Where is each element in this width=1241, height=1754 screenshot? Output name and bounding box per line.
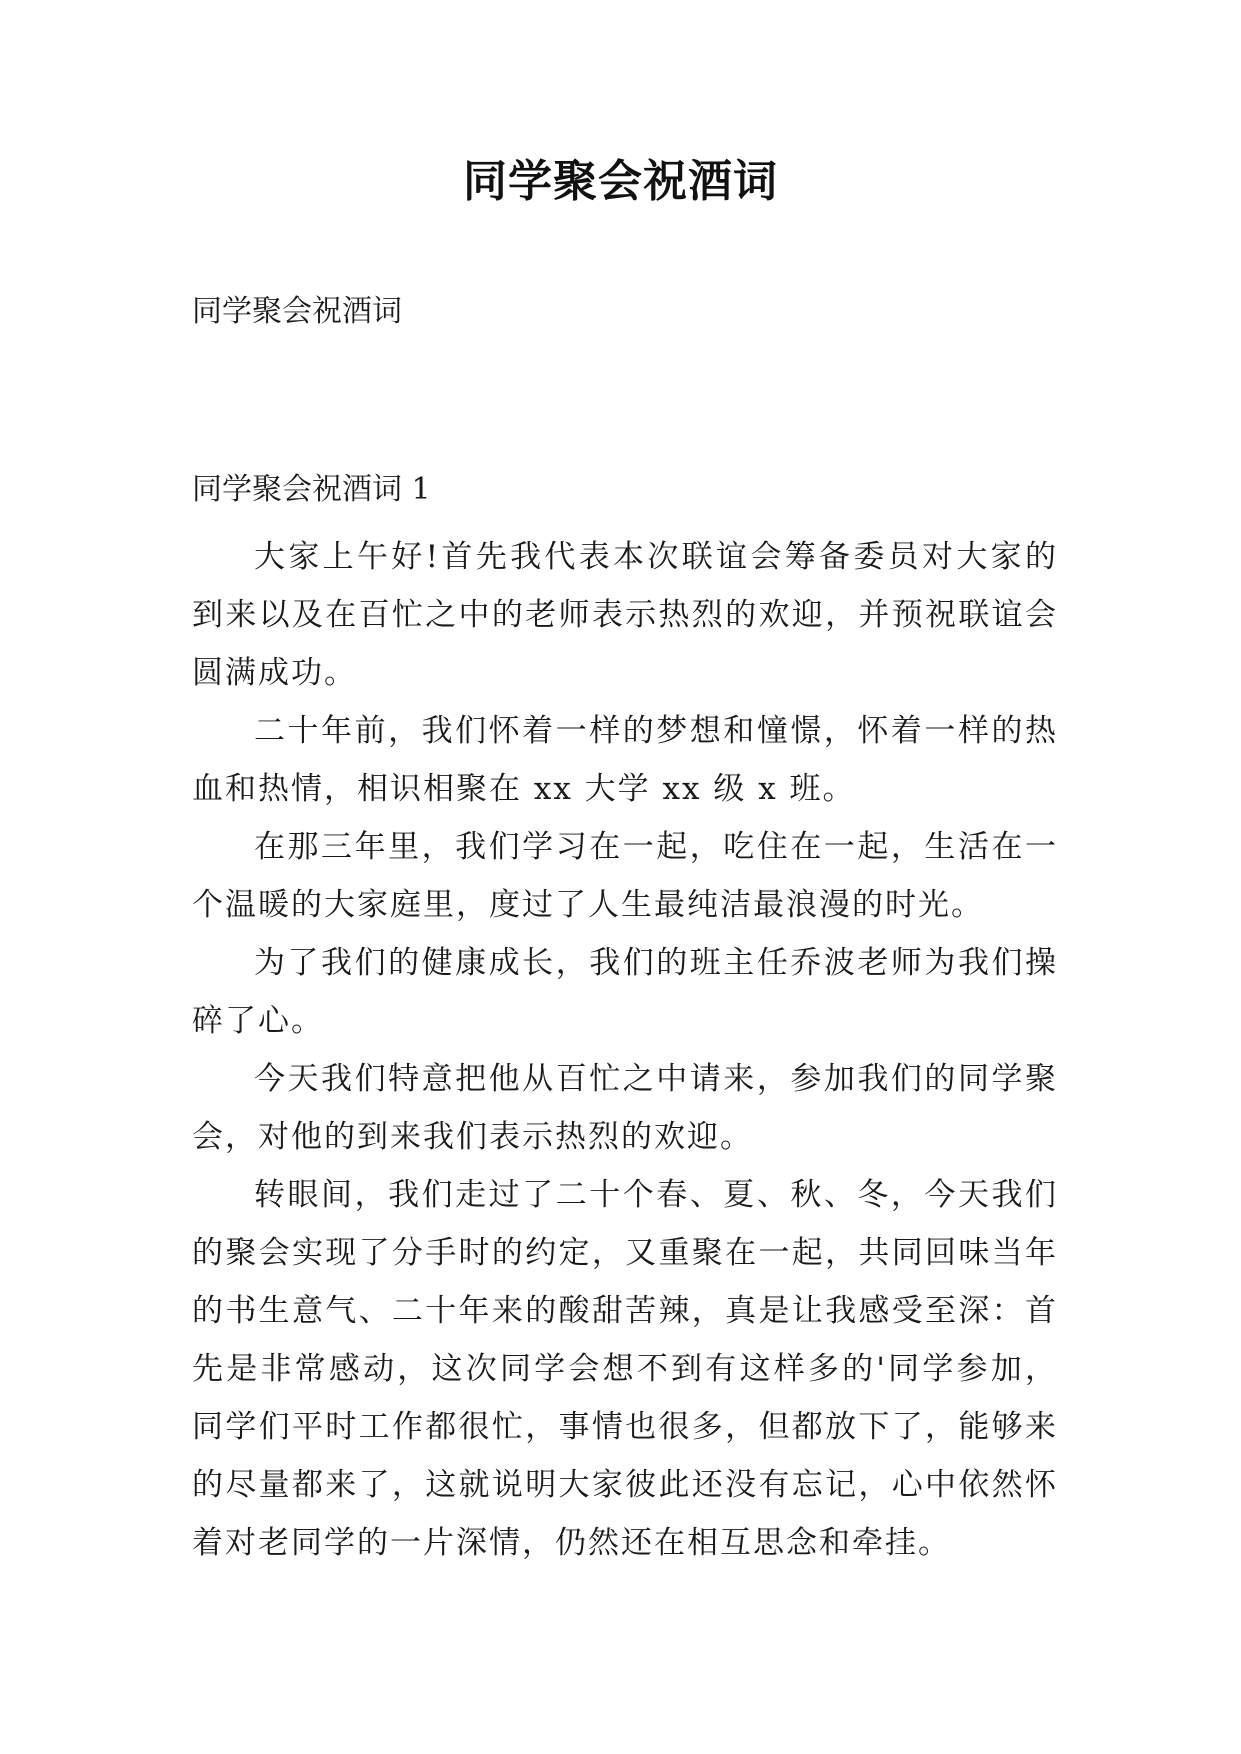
paragraph: 大家上午好!首先我代表本次联谊会筹备委员对大家的到来以及在百忙之中的老师表示热烈的欢迎，并预祝联谊会圆满成功。 [192, 539, 1058, 691]
document-subtitle: 同学聚会祝酒词 [192, 294, 402, 329]
paragraph: 今天我们特意把他从百忙之中请来，参加我们的同学聚会，对他的到来我们表示热烈的欢迎。 [192, 1061, 1058, 1155]
body-text [192, 528, 1058, 1572]
paragraph: 在那三年里，我们学习在一起，吃住在一起，生活在一个温暖的大家庭里，度过了人生最纯洁最浪漫的时光。 [192, 829, 1058, 923]
paragraph: 转眼间，我们走过了二十个春、夏、秋、冬，今天我们的聚会实现了分手时的约定，又重聚在一起，共同回味当年的书生意气、二十年来的酸甜苦辣，真是让我感受至深：首先是非常感动，这次同学会想不到有这样多的'同学参加，同学们平时工作都很忙，事情也很多，但都放下了，能够来的尽量都来了，这就说明大家彼此还没有忘记，心中依然怀着对老同学的一片深情，仍然还在相互思念和牵挂。 [192, 1177, 1058, 1561]
document-title: 同学聚会祝酒词 [463, 156, 778, 207]
section-heading: 同学聚会祝酒词 1 [192, 472, 431, 507]
paragraph: 为了我们的健康成长，我们的班主任乔波老师为我们操碎了心。 [192, 945, 1058, 1039]
paragraph: 二十年前，我们怀着一样的梦想和憧憬，怀着一样的热血和热情，相识相聚在 xx 大学 xx 级 x 班。 [192, 713, 1058, 807]
